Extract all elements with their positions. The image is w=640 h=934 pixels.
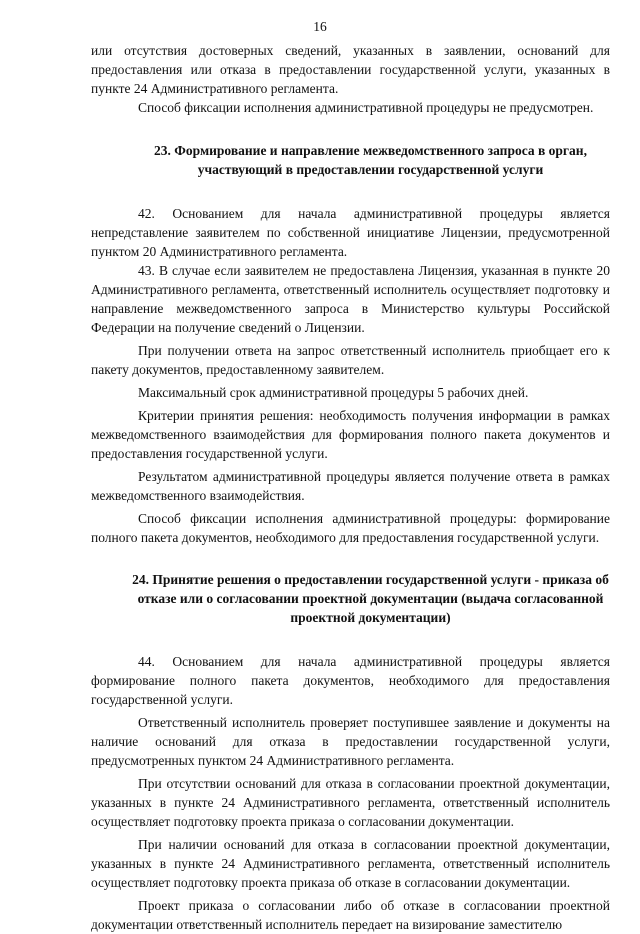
paragraph-42: 42. Основанием для начала административной процедуры является непредставление заявителем по собственной инициативе Лицензии, предусмотренной пунктом 20 Административного регламента.	[91, 206, 610, 259]
paragraph-43-result: Результатом административной процедуры является получение ответа в рамках межведомственного взаимодействия.	[91, 469, 610, 503]
page-number: 16	[313, 19, 327, 34]
section-heading-23: 23. Формирование и направление межведомственного запроса в орган, участвующий в предоставлении государственной услуги	[154, 143, 587, 177]
paragraph-44-approval: Проект приказа о согласовании либо об отказе в согласовании проектной документации ответственный исполнитель передает на визирование заместителю	[91, 898, 610, 932]
paragraph-43-criteria: Критерии принятия решения: необходимость получения информации в рамках межведомственного взаимодействия для формирования полного пакета документов и предоставления государственной услуги.	[91, 408, 610, 461]
paragraph-43: 43. В случае если заявителем не предоставлена Лицензия, указанная в пункте 20 Административного регламента, ответственный исполнитель осуществляет подготовку и направление межведомственного запроса в Министерство культуры Российской Федерации на получение сведений о Лицензии.	[91, 263, 610, 335]
paragraph-44-no-grounds: При отсутствии оснований для отказа в согласовании проектной документации, указанных в пункте 24 Административного регламента, ответственный исполнитель осуществляет подготовку проекта приказа о согласовании документации.	[91, 776, 610, 829]
paragraph-continuation: или отсутствия достоверных сведений, указанных в заявлении, оснований для предоставления или отказа в предоставлении государственной услуги, указанных в пункте 24 Административного регламента.	[91, 43, 610, 96]
paragraph-44-grounds: При наличии оснований для отказа в согласовании проектной документации, указанных в пункте 24 Административного регламента, ответственный исполнитель осуществляет подготовку проекта приказа об отказе в согласовании документации.	[91, 837, 610, 890]
section-heading-24: 24. Принятие решения о предоставлении государственной услуги - приказа об отказе или о согласовании проектной документации (выдача согласованной проектной документации)	[132, 572, 609, 625]
paragraph-43-deadline: Максимальный срок административной процедуры 5 рабочих дней.	[138, 385, 529, 400]
paragraph-43-response: При получении ответа на запрос ответственный исполнитель приобщает его к пакету документов, предоставленному заявителем.	[91, 343, 610, 377]
paragraph-44: 44. Основанием для начала административной процедуры является формирование полного пакета документов, необходимого для предоставления государственной услуги.	[91, 654, 610, 707]
document-body	[91, 41, 610, 934]
paragraph-44-check: Ответственный исполнитель проверяет поступившее заявление и документы на наличие оснований для отказа в предоставлении государственной услуги, предусмотренных пунктом 24 Административного регламента.	[91, 715, 610, 768]
paragraph-fixation-method: Способ фиксации исполнения административной процедуры не предусмотрен.	[138, 100, 594, 115]
paragraph-43-fixation: Способ фиксации исполнения административной процедуры: формирование полного пакета документов, необходимого для предоставления государственной услуги.	[91, 511, 610, 545]
